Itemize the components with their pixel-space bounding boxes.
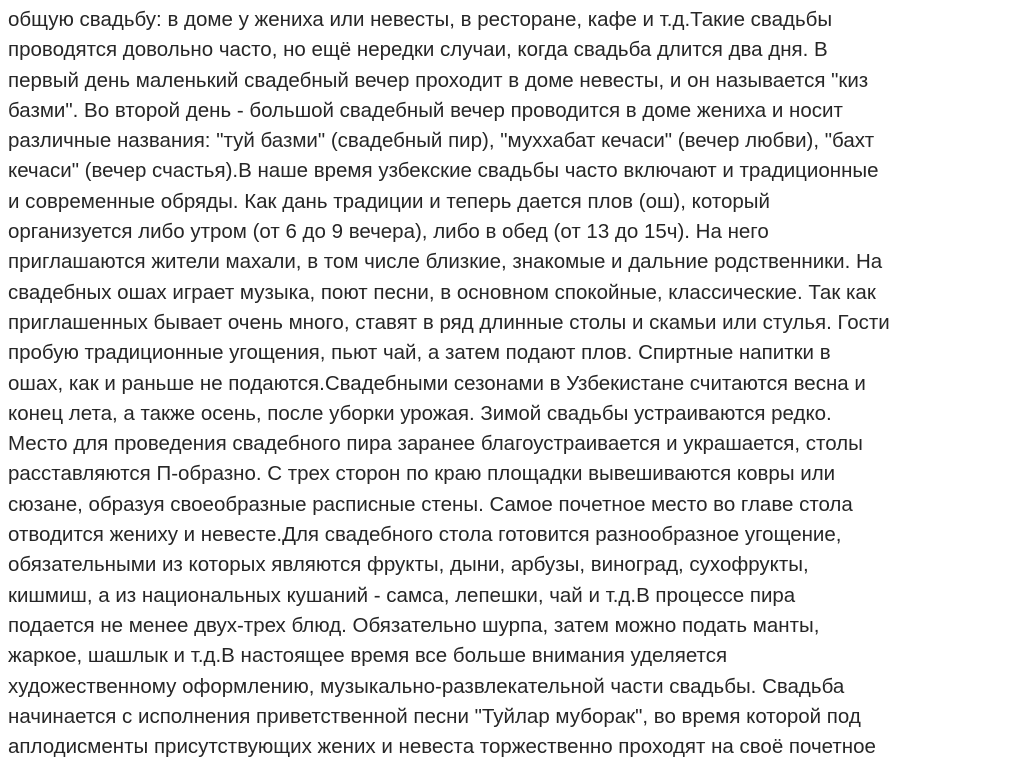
text-line-17: сюзане, образуя своеобразные расписные стены. Самое почетное место во главе стола [8,492,853,516]
text-line-3: первый день маленький свадебный вечер проходит в доме невесты, и он называется "киз [8,68,869,92]
text-line-23: художественному оформлению, музыкально-развлекательной части свадьбы. Свадьба [8,674,845,698]
text-line-20: кишмиш, а из национальных кушаний - самса, лепешки, чай и т.д.В процессе пира [8,583,796,607]
body-text [8,5,1018,762]
text-line-13: ошах, как и раньше не подаются.Свадебными сезонами в Узбекистане считаются весна и [8,371,866,395]
text-line-9: приглашаются жители махали, в том числе близкие, знакомые и дальние родственники. На [8,250,883,274]
text-line-24: начинается с исполнения приветственной песни "Туйлар муборак", во время которой под [8,704,861,728]
text-line-18: отводится жениху и невесте.Для свадебного стола готовится разнообразное угощение, [8,523,842,547]
text-line-11: приглашенных бывает очень много, ставят в ряд длинные столы и скамьи или стулья. Гости [8,310,890,334]
text-line-6: кечаси" (вечер счастья).В наше время узбекские свадьбы часто включают и традиционные [8,159,879,183]
text-line-10: свадебных ошах играет музыка, поют песни, в основном спокойные, классические. Так как [8,280,876,304]
text-line-25: аплодисменты присутствующих жених и невеста торжественно проходят на своё почетное [8,735,876,759]
text-line-5: различные названия: "туй базми" (свадебный пир), "муххабат кечаси" (вечер любви), "бахт [8,129,875,153]
text-line-1: общую свадьбу: в доме у жениха или невесты, в ресторане, кафе и т.д.Такие свадьбы [8,8,833,31]
text-line-21: подается не менее двух-трех блюд. Обязательно шурпа, затем можно подать манты, [8,613,820,637]
text-line-14: конец лета, а также осень, после уборки урожая. Зимой свадьбы устраиваются редко. [8,401,832,425]
text-line-22: жаркое, шашлык и т.д.В настоящее время все больше внимания уделяется [8,644,728,668]
text-line-16: расставляются П-образно. С трех сторон по краю площадки вывешиваются ковры или [8,462,836,486]
text-line-2: проводятся довольно часто, но ещё нередки случаи, когда свадьба длится два дня. В [8,38,828,62]
text-line-4: базми". Во второй день - большой свадебный вечер проводится в доме жениха и носит [8,98,843,122]
text-line-12: пробую традиционные угощения, пьют чай, а затем подают плов. Спиртные напитки в [8,341,831,365]
text-line-8: организуется либо утром (от 6 до 9 вечера), либо в обед (от 13 до 15ч). На него [8,220,769,244]
text-line-15: Место для проведения свадебного пира заранее благоустраивается и украшается, столы [8,432,863,456]
text-line-7: и современные обряды. Как дань традиции и теперь дается плов (ош), который [8,189,770,213]
text-line-19: обязательными из которых являются фрукты, дыни, арбузы, виноград, сухофрукты, [8,553,809,577]
